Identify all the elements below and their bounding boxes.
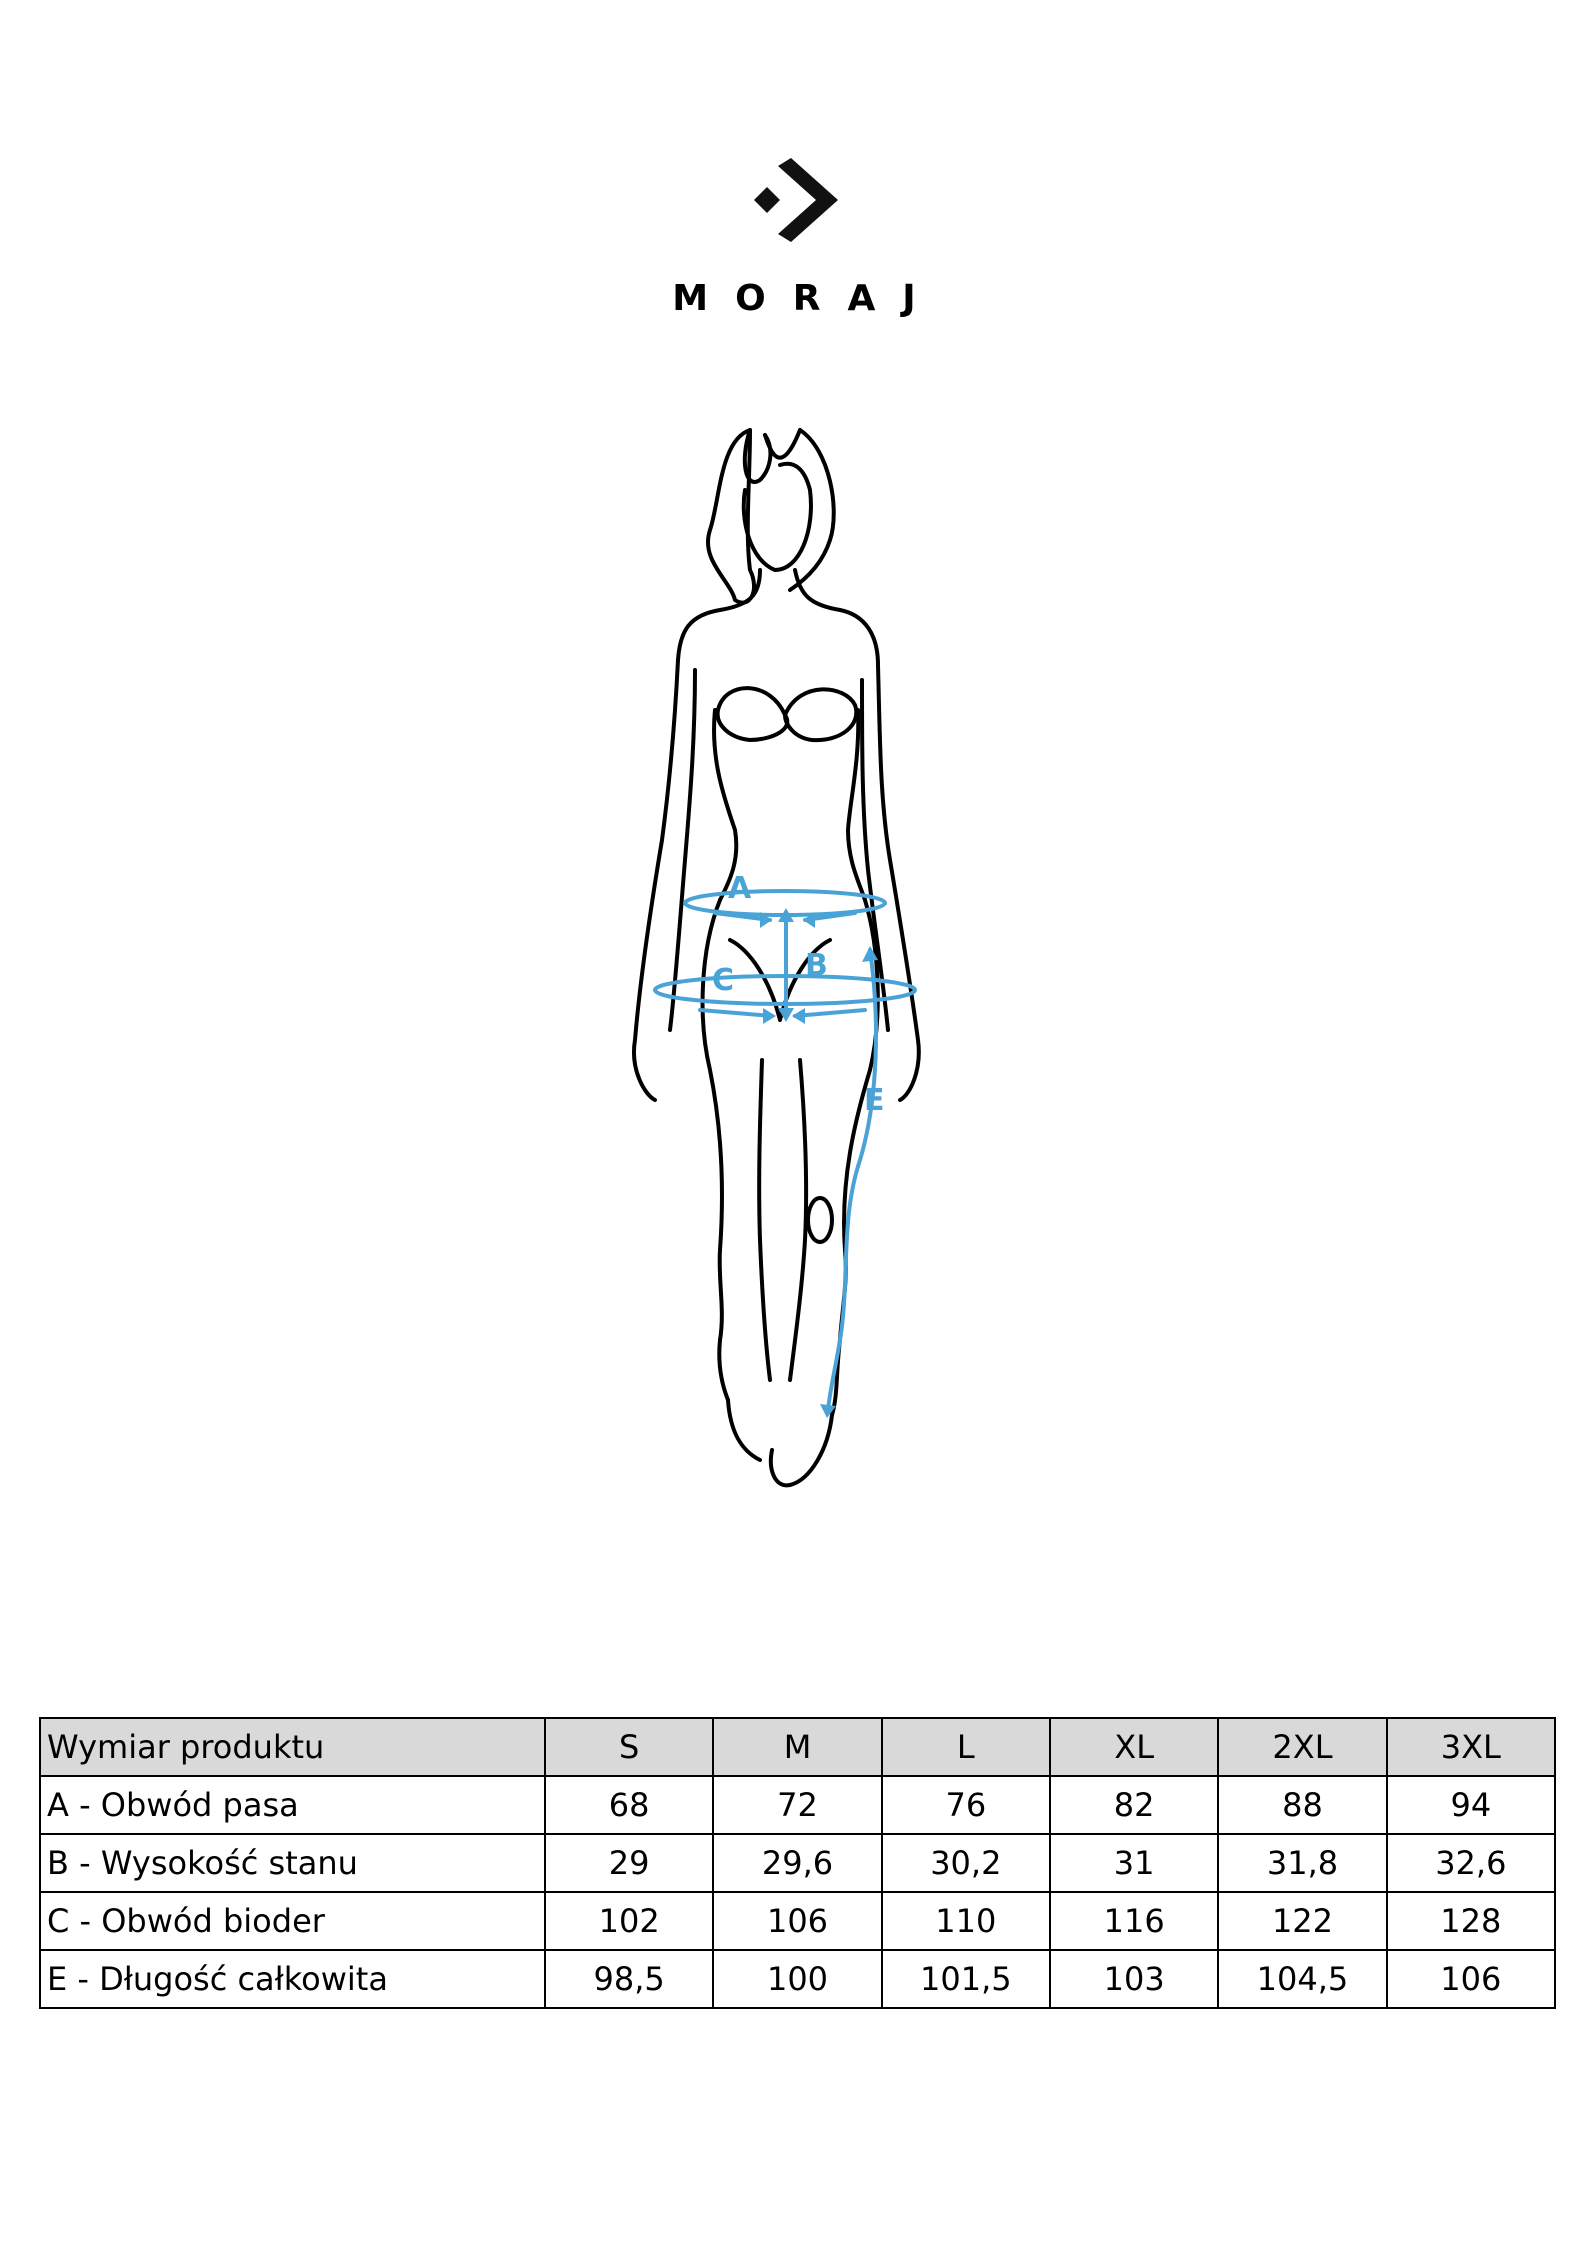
row-label: C - Obwód bioder bbox=[40, 1892, 545, 1950]
label-a: A bbox=[728, 871, 752, 906]
header-dimension: Wymiar produktu bbox=[40, 1718, 545, 1776]
table-cell: 72 bbox=[713, 1776, 881, 1834]
table-cell: 128 bbox=[1387, 1892, 1555, 1950]
table-cell: 102 bbox=[545, 1892, 713, 1950]
brand-name: MORAJ bbox=[672, 278, 943, 319]
size-table bbox=[39, 1717, 1556, 2009]
table-cell: 30,2 bbox=[882, 1834, 1050, 1892]
table-cell: 103 bbox=[1050, 1950, 1218, 2008]
body-measurement-illustration bbox=[600, 420, 1000, 1600]
table-row bbox=[40, 1834, 1555, 1892]
table-row bbox=[40, 1776, 1555, 1834]
table-cell: 106 bbox=[1387, 1950, 1555, 2008]
row-label: B - Wysokość stanu bbox=[40, 1834, 545, 1892]
table-cell: 94 bbox=[1387, 1776, 1555, 1834]
table-cell: 106 bbox=[713, 1892, 881, 1950]
table-row bbox=[40, 1892, 1555, 1950]
table-header-row bbox=[40, 1718, 1555, 1776]
table-cell: 122 bbox=[1218, 1892, 1386, 1950]
row-label: A - Obwód pasa bbox=[40, 1776, 545, 1834]
label-b: B bbox=[805, 948, 828, 983]
table-cell: 29,6 bbox=[713, 1834, 881, 1892]
table-row bbox=[40, 1950, 1555, 2008]
table-cell: 110 bbox=[882, 1892, 1050, 1950]
table-cell: 98,5 bbox=[545, 1950, 713, 2008]
table-cell: 104,5 bbox=[1218, 1950, 1386, 2008]
table-cell: 101,5 bbox=[882, 1950, 1050, 2008]
header-size-3xl: 3XL bbox=[1387, 1718, 1555, 1776]
label-c: C bbox=[712, 963, 735, 998]
table-cell: 116 bbox=[1050, 1892, 1218, 1950]
table-cell: 29 bbox=[545, 1834, 713, 1892]
table-cell: 82 bbox=[1050, 1776, 1218, 1834]
table-cell: 88 bbox=[1218, 1776, 1386, 1834]
table-cell: 31,8 bbox=[1218, 1834, 1386, 1892]
header-size-s: S bbox=[545, 1718, 713, 1776]
row-label: E - Długość całkowita bbox=[40, 1950, 545, 2008]
brand-logo-icon bbox=[754, 158, 838, 242]
header-size-m: M bbox=[713, 1718, 881, 1776]
table-cell: 76 bbox=[882, 1776, 1050, 1834]
label-e: E bbox=[864, 1083, 885, 1118]
header-size-l: L bbox=[882, 1718, 1050, 1776]
header-size-2xl: 2XL bbox=[1218, 1718, 1386, 1776]
table-cell: 100 bbox=[713, 1950, 881, 2008]
table-cell: 32,6 bbox=[1387, 1834, 1555, 1892]
table-cell: 31 bbox=[1050, 1834, 1218, 1892]
table-cell: 68 bbox=[545, 1776, 713, 1834]
header-size-xl: XL bbox=[1050, 1718, 1218, 1776]
